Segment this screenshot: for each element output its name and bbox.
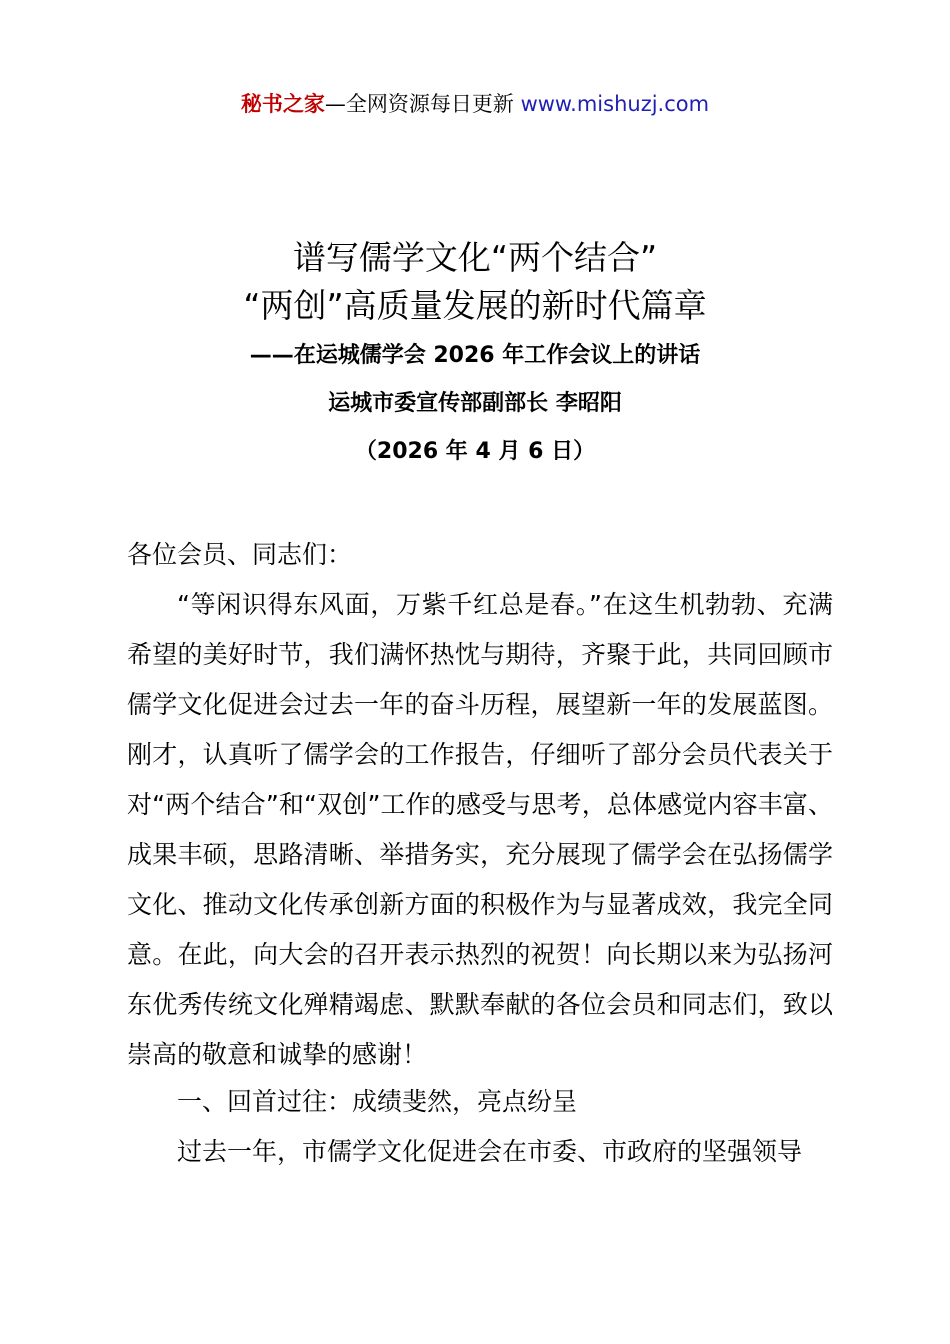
document-title-line-1: 谱写儒学文化“两个结合” — [292, 238, 658, 277]
speaker-name: 运城市委宣传部副部长 李昭阳 — [328, 391, 622, 416]
body-paragraph: “等闲识得东风面，万紫千红总是春。”在这生机勃勃、充满希望的美好时节，我们满怀热忱与期待，齐聚于此，共同回顾市儒学文化促进会过去一年的奋斗历程，展望新一年的发展蓝图。刚才，认真听了儒学会的工作报告，仔细听了部分会员代表关于对“两个结合”和“双创”工作的感受与思考，总体感觉内容丰富、成果丰硕，思路清晰、举措务实，充分展现了儒学会在弘扬儒学文化、推动文化传承创新方面的积极作为与显著成效，我完全同意。在此，向大会的召开表示热烈的祝贺！向长期以来为弘扬河东优秀传统文化殚精竭虑、默默奉献的各位会员和同志们，致以崇高的敬意和诚挚的感谢！ — [127, 590, 833, 1069]
site-brand: 秘书之家 — [240, 92, 325, 116]
site-header — [0, 88, 950, 120]
speech-occasion: ——在运城儒学会 2026 年工作会议上的讲话 — [249, 343, 701, 368]
speech-date: （2026 年 4 月 6 日） — [354, 439, 596, 464]
body-paragraph: 过去一年，市儒学文化促进会在市委、市政府的坚强领导 — [177, 1137, 803, 1166]
site-url-link[interactable]: www.mishuzj.com — [520, 92, 710, 116]
salutation: 各位会员、同志们： — [127, 540, 353, 569]
document-title-line-2: “两创”高质量发展的新时代篇章 — [243, 286, 707, 325]
section-heading: 一、回首过往：成绩斐然，亮点纷呈 — [177, 1087, 578, 1116]
site-slogan: —全网资源每日更新 — [324, 92, 521, 116]
